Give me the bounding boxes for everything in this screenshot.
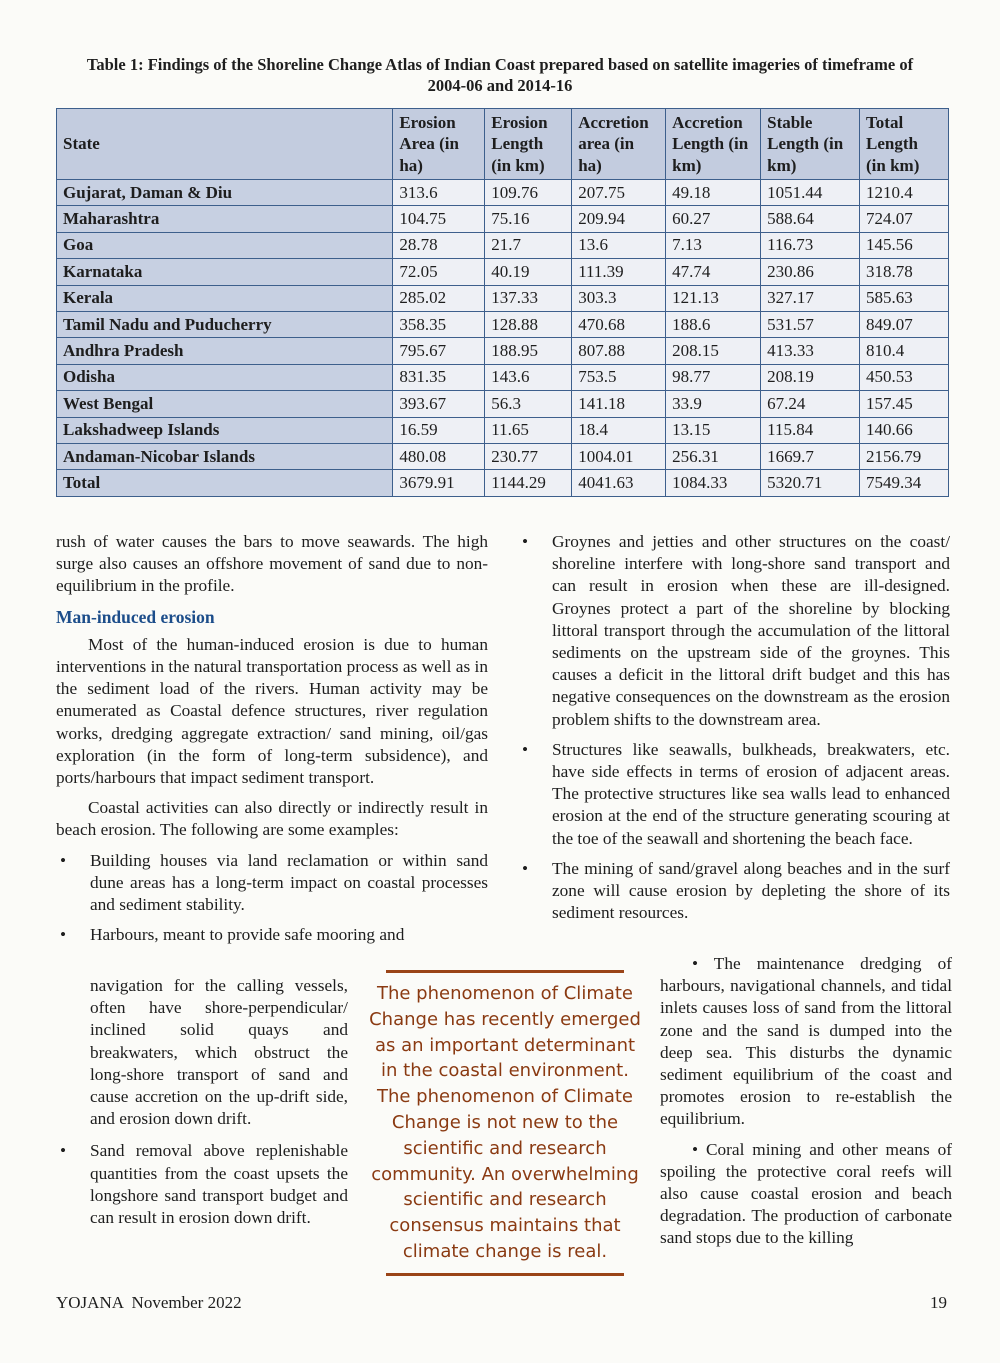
value-cell: 588.64 [761, 206, 860, 232]
table-row [57, 364, 949, 390]
value-cell: 1144.29 [485, 470, 572, 496]
value-cell: 450.53 [860, 364, 949, 390]
value-cell: 98.77 [666, 364, 761, 390]
publication-footer: YOJANA November 2022 [56, 1293, 242, 1312]
state-cell: Kerala [57, 285, 393, 311]
bullet-text: Coral mining and other means of spoiling the protective coral reefs will also cause coastal erosion and beach degradation. The production of carbonate sand stops due to the killing [660, 1139, 952, 1248]
bullet-item: • Sand removal above replenishable quantities from the coast upsets the longshore sand transport budget and can result in erosion down drift. [56, 1140, 348, 1229]
table-row [57, 232, 949, 258]
bullet-text: The maintenance dredging of harbours, navigational channels, and tidal inlets causes loss of sand from the littoral zone and the sand is dumped into the deep sea. This disturbs the dynamic sediment equilibrium of the coast and promotes erosion to re-establish the equilibrium. [660, 954, 952, 1129]
bullet-continuation: navigation for the calling vessels, often have shore-perpendicular/ inclined solid quays and breakwaters, which obstruct the long-shore transport of sand and cause accretion on the up-drift side, and erosion down drift. [90, 976, 348, 1129]
value-cell: 230.77 [485, 443, 572, 469]
value-cell: 109.76 [485, 180, 572, 206]
pull-quote [366, 970, 644, 1276]
state-cell: Lakshadweep Islands [57, 417, 393, 443]
value-cell: 18.4 [572, 417, 666, 443]
value-cell: 1004.01 [572, 443, 666, 469]
value-cell: 358.35 [393, 311, 485, 337]
state-cell: Andhra Pradesh [57, 338, 393, 364]
value-cell: 1669.7 [761, 443, 860, 469]
state-cell: Andaman-Nicobar Islands [57, 443, 393, 469]
section-heading: Man-induced erosion [56, 606, 215, 627]
shoreline-change-table [56, 108, 949, 497]
value-cell: 807.88 [572, 338, 666, 364]
value-cell: 72.05 [393, 259, 485, 285]
state-cell: Total [57, 470, 393, 496]
value-cell: 318.78 [860, 259, 949, 285]
state-cell: Karnataka [57, 259, 393, 285]
value-cell: 327.17 [761, 285, 860, 311]
left-narrow-column [90, 975, 348, 1229]
pull-quote-bottom-rule [386, 1273, 624, 1276]
value-cell: 208.15 [666, 338, 761, 364]
value-cell: 121.13 [666, 285, 761, 311]
value-cell: 115.84 [761, 417, 860, 443]
value-cell: 2156.79 [860, 443, 949, 469]
value-cell: 33.9 [666, 391, 761, 417]
value-cell: 1084.33 [666, 470, 761, 496]
value-cell: 480.08 [393, 443, 485, 469]
value-cell: 230.86 [761, 259, 860, 285]
value-cell: 47.74 [666, 259, 761, 285]
value-cell: 831.35 [393, 364, 485, 390]
value-cell: 256.31 [666, 443, 761, 469]
bullet-item: • Structures like seawalls, bulkheads, breakwaters, etc. have side effects in terms of erosion of adjacent areas. The protective structures like sea walls lead to enhanced erosion at the end of the structure generating scouring at the toe of the seawall and shortening the beach face. [518, 739, 950, 850]
value-cell: 16.59 [393, 417, 485, 443]
table-row [57, 338, 949, 364]
intro-paragraph: rush of water causes the bars to move seawards. The high surge also causes an offshore movement of sand due to non-equilibrium in the profile. [56, 532, 488, 596]
value-cell: 207.75 [572, 180, 666, 206]
state-cell: Tamil Nadu and Puducherry [57, 311, 393, 337]
value-cell: 13.6 [572, 232, 666, 258]
value-cell: 470.68 [572, 311, 666, 337]
header-cell: Erosion Area (in ha) [393, 109, 485, 180]
body-paragraph: Coastal activities can also directly or indirectly result in beach erosion. The following are some examples: [56, 798, 488, 840]
right-narrow-column [660, 953, 952, 1250]
value-cell: 56.3 [485, 391, 572, 417]
state-cell: Odisha [57, 364, 393, 390]
bullet-item: • Groynes and jetties and other structures on the coast/ shoreline interfere with long-shore sand transport and can result in erosion when these are ill-designed. Groynes protect a part of the shoreline by blocking littoral transport through the accumulation of the littoral sediments on the upstream side of the groynes. This causes a deficit in the littoral drift budget and this has negative consequences on the downstream as the erosion problem shifts to the downstream area. [518, 531, 950, 731]
table-total-row [57, 470, 949, 496]
value-cell: 810.4 [860, 338, 949, 364]
value-cell: 7549.34 [860, 470, 949, 496]
table-row [57, 443, 949, 469]
header-cell: Stable Length (in km) [761, 109, 860, 180]
value-cell: 5320.71 [761, 470, 860, 496]
value-cell: 188.95 [485, 338, 572, 364]
state-cell: West Bengal [57, 391, 393, 417]
header-cell: Total Length (in km) [860, 109, 949, 180]
bullet-item: • Building houses via land reclamation or within sand dune areas has a long-term impact on coastal processes and sediment stability. [56, 850, 488, 917]
value-cell: 724.07 [860, 206, 949, 232]
value-cell: 137.33 [485, 285, 572, 311]
table-title: Table 1: Findings of the Shoreline Change Atlas of Indian Coast prepared based on satellite imageries of timeframe of 2004-06 and 2014-16 [86, 55, 914, 95]
table-row [57, 417, 949, 443]
header-cell: State [57, 109, 393, 180]
value-cell: 75.16 [485, 206, 572, 232]
value-cell: 21.7 [485, 232, 572, 258]
value-cell: 157.45 [860, 391, 949, 417]
value-cell: 4041.63 [572, 470, 666, 496]
page-number: 19 [930, 1293, 947, 1312]
header-cell: Accretion Length (in km) [666, 109, 761, 180]
value-cell: 143.6 [485, 364, 572, 390]
value-cell: 1210.4 [860, 180, 949, 206]
value-cell: 111.39 [572, 259, 666, 285]
value-cell: 285.02 [393, 285, 485, 311]
value-cell: 145.56 [860, 232, 949, 258]
pull-quote-top-rule [386, 970, 624, 973]
value-cell: 104.75 [393, 206, 485, 232]
value-cell: 313.6 [393, 180, 485, 206]
value-cell: 3679.91 [393, 470, 485, 496]
body-paragraph: Most of the human-induced erosion is due to human interventions in the natural transportation process as well as in the sediment load of the rivers. Human activity may be enumerated as Coastal defence structures, river regulation works, dredging aggregate extraction/ sand mining, oil/gas exploration (in the form of long-term subsidence), and ports/harbours that impact sediment transport. [56, 634, 488, 788]
value-cell: 413.33 [761, 338, 860, 364]
state-cell: Gujarat, Daman & Diu [57, 180, 393, 206]
value-cell: 28.78 [393, 232, 485, 258]
value-cell: 188.6 [666, 311, 761, 337]
value-cell: 753.5 [572, 364, 666, 390]
table-row [57, 311, 949, 337]
value-cell: 13.15 [666, 417, 761, 443]
value-cell: 208.19 [761, 364, 860, 390]
bullet-item: • Harbours, meant to provide safe mooring and [56, 924, 488, 946]
state-cell: Goa [57, 232, 393, 258]
value-cell: 60.27 [666, 206, 761, 232]
right-column [518, 531, 950, 924]
state-cell: Maharashtra [57, 206, 393, 232]
value-cell: 795.67 [393, 338, 485, 364]
value-cell: 116.73 [761, 232, 860, 258]
table-row [57, 259, 949, 285]
value-cell: 40.19 [485, 259, 572, 285]
value-cell: 531.57 [761, 311, 860, 337]
value-cell: 1051.44 [761, 180, 860, 206]
value-cell: 128.88 [485, 311, 572, 337]
value-cell: 7.13 [666, 232, 761, 258]
header-cell: Erosion Length (in km) [485, 109, 572, 180]
bullet-item: • The mining of sand/gravel along beaches and in the surf zone will cause erosion by depleting the shore of its sediment resources. [518, 858, 950, 925]
value-cell: 393.67 [393, 391, 485, 417]
table-header-row [57, 109, 949, 180]
value-cell: 209.94 [572, 206, 666, 232]
value-cell: 67.24 [761, 391, 860, 417]
value-cell: 140.66 [860, 417, 949, 443]
table-row [57, 285, 949, 311]
left-column [56, 531, 488, 946]
header-cell: Accretion area (in ha) [572, 109, 666, 180]
value-cell: 141.18 [572, 391, 666, 417]
value-cell: 49.18 [666, 180, 761, 206]
value-cell: 585.63 [860, 285, 949, 311]
value-cell: 849.07 [860, 311, 949, 337]
table-row [57, 391, 949, 417]
bullet-item: • Coral mining and other means of spoiling the protective coral reefs will also cause coastal erosion and beach degradation. The production of carbonate sand stops due to the killing [660, 1139, 952, 1248]
value-cell: 303.3 [572, 285, 666, 311]
bullet-item: • The maintenance dredging of harbours, navigational channels, and tidal inlets causes loss of sand from the littoral zone and the sand is dumped into the deep sea. This disturbs the dynamic sediment equilibrium of the coast and promotes erosion to re-establish the equilibrium. [660, 954, 952, 1129]
value-cell: 11.65 [485, 417, 572, 443]
table-row [57, 206, 949, 232]
table-row [57, 180, 949, 206]
pull-quote-text: The phenomenon of Climate Change has recently emerged as an important determinant in the coastal environment. The phenomenon of Climate Change is not new to the scientific and research community. An overwhelming scientific and research consensus maintains that climate change is real. [369, 983, 641, 1262]
